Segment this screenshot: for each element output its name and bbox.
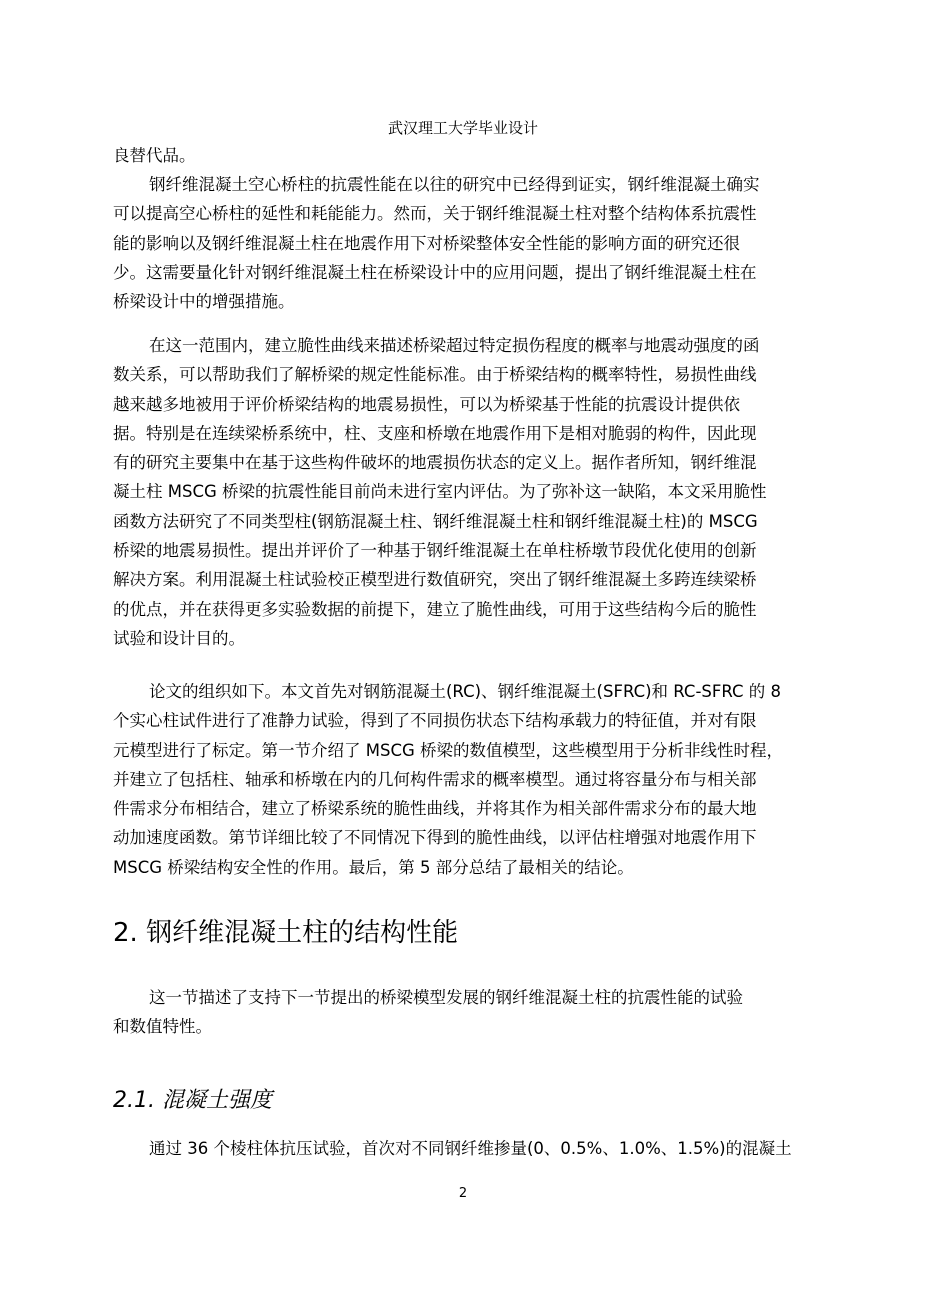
text-line: 少。这需要量化针对钢纤维混凝土柱在桥梁设计中的应用问题，提出了钢纤维混凝土柱在: [113, 262, 757, 282]
text-line: 数关系，可以帮助我们了解桥梁的规定性能标准。由于桥梁结构的概率特性，易损性曲线: [113, 365, 757, 385]
text-line: 解决方案。利用混凝土柱试验校正模型进行数值研究，突出了钢纤维混凝土多跨连续梁桥: [113, 570, 757, 590]
subsection-heading: 2.1. 混凝土强度: [113, 1088, 272, 1113]
text-line: 这一节描述了支持下一节提出的桥梁模型发展的钢纤维混凝土柱的抗震性能的试验: [149, 988, 743, 1007]
running-header: 武汉理工大学毕业设计: [387, 119, 538, 137]
text-line: 桥梁设计中的增强措施。: [113, 292, 295, 312]
text-line: MSCG 桥梁结构安全性的作用。最后，第 5 部分总结了最相关的结论。: [113, 857, 634, 877]
paragraph-concrete-strength: [113, 1134, 831, 1163]
text-line: 可以提高空心桥柱的延性和耗能能力。然而，关于钢纤维混凝土柱对整个结构体系抗震性: [113, 204, 757, 224]
paragraph-sfrc-hollow-piers: [113, 170, 831, 316]
text-line: 动加速度函数。第节详细比较了不同情况下得到的脆性曲线，以评估柱增强对地震作用下: [113, 828, 757, 848]
paragraph-organization: [113, 677, 831, 882]
section-heading: 2. 钢纤维混凝土柱的结构性能: [113, 918, 459, 948]
text-line: 函数方法研究了不同类型柱(钢筋混凝土柱、钢纤维混凝土柱和钢纤维混凝土柱)的 MSCG: [113, 511, 758, 531]
text-line: 据。特别是在连续梁桥系统中，柱、支座和桥墩在地震作用下是相对脆弱的构件，因此现: [113, 423, 757, 443]
text-line: 的优点，并在获得更多实验数据的前提下，建立了脆性曲线，可用于这些结构今后的脆性: [113, 599, 757, 619]
text-line: 钢纤维混凝土空心桥柱的抗震性能在以往的研究中已经得到证实，钢纤维混凝土确实: [149, 175, 760, 194]
page-number: 2: [458, 1186, 468, 1201]
paragraph-fragility-curves: [113, 331, 831, 653]
text-line: 良替代品。: [113, 146, 196, 165]
text-line: 在这一范围内，建立脆性曲线来描述桥梁超过特定损伤程度的概率与地震动强度的函: [149, 336, 760, 355]
paragraph-continuation: [113, 141, 831, 170]
text-line: 桥梁的地震易损性。提出并评价了一种基于钢纤维混凝土在单柱桥墩节段优化使用的创新: [113, 541, 757, 561]
text-line: 能的影响以及钢纤维混凝土柱在地震作用下对桥梁整体安全性能的影响方面的研究还很: [113, 233, 740, 253]
text-line: 越来越多地被用于评价桥梁结构的地震易损性，可以为桥梁基于性能的抗震设计提供依: [113, 394, 740, 414]
text-line: 件需求分布相结合，建立了桥梁系统的脆性曲线，并将其作为相关部件需求分布的最大地: [113, 799, 757, 819]
text-line: 有的研究主要集中在基于这些构件破坏的地震损伤状态的定义上。据作者所知，钢纤维混: [113, 453, 757, 473]
text-line: 论文的组织如下。本文首先对钢筋混凝土(RC)、钢纤维混凝土(SFRC)和 RC-SFRC 的 8: [149, 682, 782, 701]
text-line: 并建立了包括柱、轴承和桥墩在内的几何构件需求的概率模型。通过将容量分布与相关部: [113, 769, 757, 789]
text-line: 个实心柱试件进行了准静力试验，得到了不同损伤状态下结构承载力的特征值，并对有限: [113, 711, 757, 731]
paragraph-section-intro: [113, 983, 831, 1042]
text-line: 元模型进行了标定。第一节介绍了 MSCG 桥梁的数值模型，这些模型用于分析非线性时程，: [113, 740, 784, 760]
text-line: 试验和设计目的。: [113, 628, 245, 648]
text-line: 凝土柱 MSCG 桥梁的抗震性能目前尚未进行室内评估。为了弥补这一缺陷，本文采用脆性: [113, 482, 767, 502]
text-line: 和数值特性。: [113, 1017, 212, 1037]
text-line: 通过 36 个棱柱体抗压试验，首次对不同钢纤维掺量(0、0.5%、1.0%、1.5%)的混凝土: [149, 1139, 792, 1158]
